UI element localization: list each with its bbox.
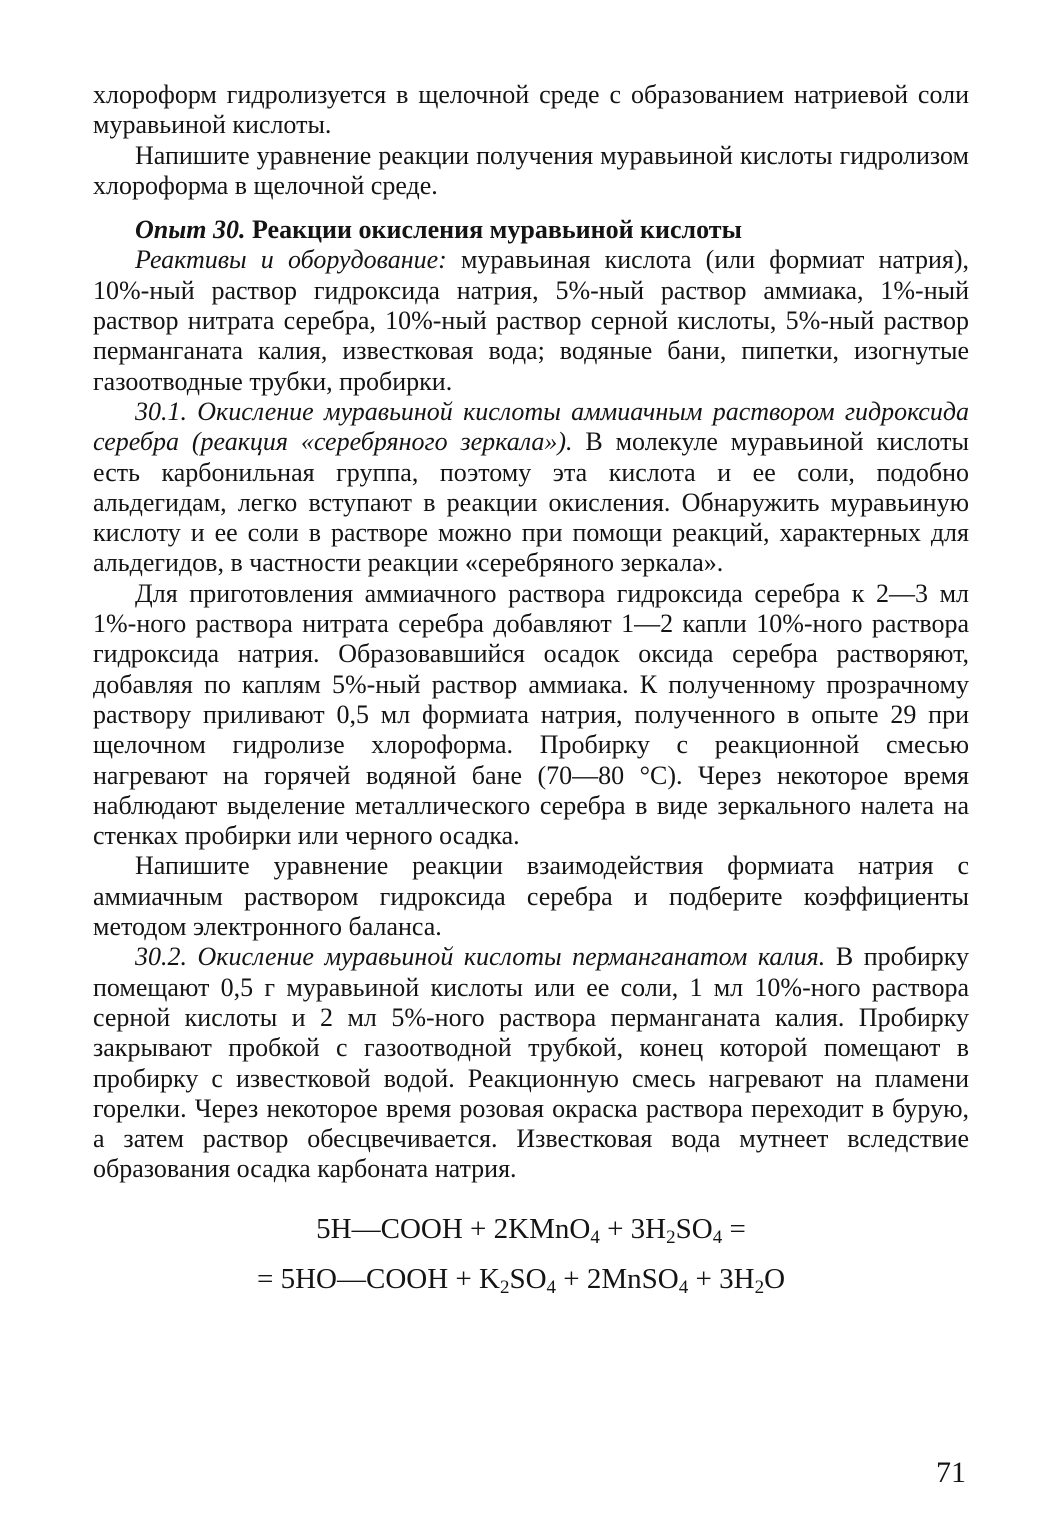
section-30-2-text: В пробирку помещают 0,5 г муравьиной кислоты или ее соли, 1 мл 10%-ного раствора серной кислоты и 2 мл 5%-ного раствора перманганата калия. Пробирку закрывают пробкой с газоотводной трубкой, конец которой помещают в пробирку с известковой водой. Реакционную смесь нагревают на пламени горелки. Через некоторое время розовая окраска раствора переходит в бурую, а затем раствор обесцвечивается. Известковая вода мутнеет вследствие образования осадка карбоната натрия. (93, 942, 970, 1184)
equation-line-1: 5H—COOH + 2KMnO$_4$ + $3H_2SO_4$ = (316, 1212, 746, 1248)
experiment-title: Реакции окисления муравьиной кислоты (252, 215, 742, 245)
experiment-heading (93, 215, 969, 245)
paragraph-reagents (93, 245, 969, 396)
page-body (93, 80, 969, 1297)
paragraph-task-hydrolysis: Напишите уравнение реакции получения муравьиной кислоты гидролизом хлороформа в щелочной среде. (93, 140, 969, 200)
equation-line-2: = 5HO—COOH + $K_2SO_4$ + 2MnSO$_4$ + $3H_2O$ (256, 1262, 786, 1298)
section-30-1-title: 30.1. Окисление муравьиной кислоты аммиачным раствором гидроксида серебра (реакция «серебряного зеркала»). (93, 396, 969, 457)
paragraph-silver-procedure: Для приготовления аммиачного раствора гидроксида серебра к 2—3 мл 1%-ного раствора нитрата серебра добавляют 1—2 капли 10%-ного раствора гидроксида натрия. Образовавшийся осадок оксида серебра растворяют, добавляя по каплям 5%-ный раствор аммиака. К полученному прозрачному раствору приливают 0,5 мл формиата натрия, полученного в опыте 29 при щелочном гидролизе хлороформа. Пробирку с реакционной смесью нагревают на горячей водяной бане (70—80 °С). Через некоторое время наблюдают выделение металлического серебра в виде зеркального налета на стенках пробирки или черного осадка. (93, 578, 969, 851)
reagents-text: муравьиная кислота (или формиат натрия), 10%-ный раствор гидроксида натрия, 5%-ный раствор аммиака, 1%-ный раствор нитрата серебра, 10%-ный раствор серной кислоты, 5%-ный раствор перманганата калия, известковая вода; водяные бани, пипетки, изогнутые газоотводные трубки, пробирки. (93, 245, 969, 396)
paragraph-section-30-2 (93, 942, 969, 1184)
section-30-2-title: 30.2. Окисление муравьиной кислоты перманганатом калия. (135, 942, 826, 972)
reagents-label: Реактивы и оборудование: (135, 245, 447, 275)
experiment-number: Опыт 30. (135, 215, 246, 245)
paragraph-task-formate: Напишите уравнение реакции взаимодействия формиата натрия с аммиачным раствором гидроксида серебра и подберите коэффициенты методом электронного баланса. (93, 851, 969, 942)
section-30-1-text: В молекуле муравьиной кислоты есть карбонильная группа, поэтому эта кислота и ее соли, подобно альдегидам, легко вступают в реакции окисления. Обнаружить муравьиную кислоту и ее соли в растворе можно при помощи реакций, характерных для альдегидов, в частности реакции «серебряного зеркала». (93, 427, 970, 578)
page-number: 71 (936, 1456, 966, 1489)
paragraph-chloroform-hydrolysis: хлороформ гидролизуется в щелочной среде с образованием натриевой соли муравьиной кислоты. (93, 80, 969, 140)
paragraph-section-30-1 (93, 397, 969, 579)
